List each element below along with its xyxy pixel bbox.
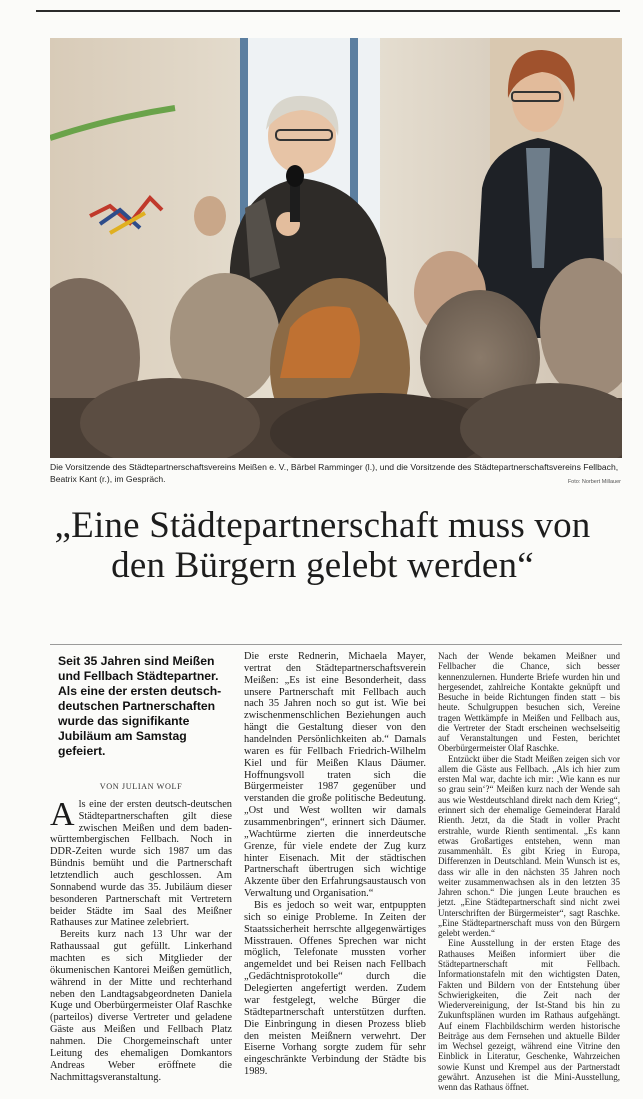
headline: „Eine Städtepartnerschaft muss von den Bürgern gelebt werden“ xyxy=(54,505,591,586)
paragraph-1-text: ls eine der ersten deutsch-deutschen Städtepartnerschaften gilt diese zwischen Meißen und dem baden-württembergischen Fellbach. Noch in DDR-Zeiten wurde sich 1987 um das Bündnis bemüht und die Partnerschaft letztendlich auch geschlossen. Am Sonnabend wurde das 35. Jubiläum dieser besonderen Partnerschaft mit Vertretern beider Städte im Saal des Meißner Rathauses zur Matinee zelebriert. xyxy=(50,798,232,929)
byline: VON JULIAN WOLF xyxy=(99,782,183,791)
article-paragraph xyxy=(50,795,232,929)
drop-cap: A xyxy=(50,795,75,833)
article-paragraph: Entzückt über die Stadt Meißen zeigen sich vor allem die Gäste aus Fellbach. „Als ich hier zum ersten Mal war, dachte ich mir: ‚Wie kann es nur so grau sein‘?“ Meißen kurz nach der Wende sah aus wie Westdeutschland direkt nach dem Krieg“, erinnert sich der ehemalige Gemeinderat Harald Rienth. Jetzt, da die Stadt in voller Pracht erstrahle, wurde Rienth sentimental. „Es kann etwas Großartiges entstehen, wenn man zusammenhält. Es gibt Krieg in Europa, Differenzen in Deutschland. Mein Wunsch ist es, dass wir alle in den nächsten 35 Jahren noch weiter zusammenwachsen als in den letzten 35 Jahren schon.“ Die jungen Leute brauchen es jetzt. „Eine Städtepartnerschaft sind nicht zwei Unterschriften der Bürgermeister“, sagt Raschke. „Eine Städtepartnerschaft muss von den Bürgern gelebt werden.“ xyxy=(438,753,620,939)
column-2 xyxy=(244,651,426,1078)
article-paragraph: Die erste Rednerin, Michaela Mayer, vertrat den Städtepartnerschaftsverein Meißen: „Es ist eine Besonderheit, dass unsere Partnerschaft mit Fellbach auch nach 35 Jahren noch so gut ist. Wie bei zwischenmenschlichen Beziehungen auch hängt die Gestaltung dieser von den handelnden Persönlichkeiten ab.“ Damals waren es für Fellbach Friedrich-Wilhelm Kiel und für Meißen Klaus Däumer. Hoffnungsvoll traten sich die Bürgermeister 1987 gegenüber und verstanden die große politische Bedeutung. „Ost und West wollten wir damals zusammenbringen“, erinnert sich Däumer. „Wachtürme zierten die innerdeutsche Grenze, für viele endete der Zug kurz hinter Eisenach. Mit der städtischen Partnerschaft übertrugen sich wichtige Akzente über den Erfahrungsaustausch von Verwaltung und Organisation.“ xyxy=(244,651,426,900)
article-photo xyxy=(50,38,622,458)
photo-credit: Foto: Norbert Millauer xyxy=(567,479,621,485)
article-paragraph: Bis es jedoch so weit war, entpuppten sich so einige Probleme. In Zeiten der Staatssicherheit herrschte allgegenwärtiges Misstrauen. Offenes Sprechen war nicht möglich, Telefonate mussten vorher angemeldet und bei Reisen nach Fellbach „Gedächtnisprotokolle“ durch die Delegierten angefertigt werden. Zudem war festgelegt, welche Bürger die Städtepartnerschaft unterstützen durften. Die Einbringung in diesen Prozess blieb den meisten Meißnern verwehrt. Der Eiserne Vorhang sorgte zudem für sehr eingeschränkte Verbindung der Städte bis 1989. xyxy=(244,900,426,1078)
column-3 xyxy=(438,651,620,1092)
headline-rule xyxy=(50,644,622,645)
top-rule xyxy=(36,10,620,12)
photo-caption: Die Vorsitzende des Städtepartnerschaftsvereins Meißen e. V., Bärbel Ramminger (l.), und die Vorsitzende des Städtepartnerschaftsvereins Fellbach, Beatrix Kant (r.), im Gespräch. xyxy=(50,462,619,484)
article-paragraph: Eine Ausstellung in der ersten Etage des Rathauses Meißen informiert über die Städtepartnerschaft mit Fellbach. Informationstafeln mit den wichtigsten Daten, Fakten und Bildern von der Entstehung über Schwierigkeiten, die Zeit nach der Wiedervereinigung, der Ist-Stand bis hin zu Zukunftsplänen wurden im Rathaus aufgehängt. Auf einem Flachbildschirm werden historische Beiträge aus dem Fernsehen und aktuelle Bilder im Wechsel gezeigt, während eine Vitrine den Einblick in Literatur, Geschenke, Wahrzeichen sowie Kunst und Krempel aus der Partnerstadt gewährt. Anzusehen ist die Mini-Ausstellung, wenn das Rathaus öffnet. xyxy=(438,938,620,1093)
column-1 xyxy=(50,651,232,1083)
lead-paragraph: Seit 35 Jahren sind Meißen und Fellbach Städtepartner. Als eine der ersten deutsch-deutschen Partnerschaften wurde das signifikante Jubiläum am Samstag gefeiert. xyxy=(58,654,222,758)
article-paragraph: Nach der Wende bekamen Meißner und Fellbacher die Chance, sich besser kennenzulernen. Hunderte Briefe wurden hin und hergesendet, zahlreiche Kontakte geknüpft und Besuche in beide Richtungen finden statt – bis heute. Schulgruppen besuchen sich, Vereine tragen Wettkämpfe in Meißen und Fellbach aus, die Vertreter der Stadt erscheinen wechselseitig auf Veranstaltungen und Festen, berichtet Oberbürgermeister Olaf Raschke. xyxy=(438,651,620,754)
article-paragraph: Bereits kurz nach 13 Uhr war der Rathaussaal gut gefüllt. Linkerhand machten es sich Mitglieder der ökumenischen Kantorei Meißen gemütlich, während in der Mitte und rechterhand neben den Landtagsabgeordneten Daniela Kuge und Oberbürgermeister Olaf Raschke (parteilos) diverse Vertreter und geladene Gäste aus Meißen und Fellbach Platz nahmen. Die Chorgemeinschaft unter Leitung des ehemaligen Domkantors Andreas Weber eröffnete die Nachmittagsveranstaltung. xyxy=(50,929,232,1083)
